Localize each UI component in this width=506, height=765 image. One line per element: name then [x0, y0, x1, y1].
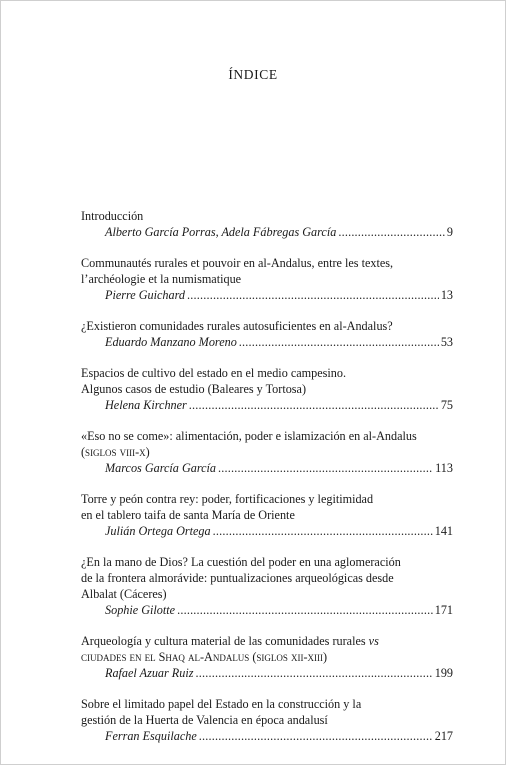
entry-title: ¿Existieron comunidades rurales autosuficientes en al-Andalus?	[81, 319, 393, 333]
entry-author: Julián Ortega Ortega	[105, 524, 211, 538]
entry-title: Albalat (Cáceres)	[81, 587, 167, 601]
toc-entry	[81, 696, 453, 744]
entry-author-line	[81, 460, 453, 476]
entry-author: Eduardo Manzano Moreno	[105, 335, 237, 349]
entry-title: Espacios de cultivo del estado en el medio campesino.	[81, 366, 347, 380]
dot-leader	[177, 602, 433, 618]
entry-author: Rafael Azuar Ruiz	[105, 666, 194, 680]
entry-page-number: 141	[434, 524, 453, 538]
toc-entry	[81, 554, 453, 618]
entry-title: Algunos casos de estudio (Baleares y Tortosa)	[81, 382, 307, 396]
entry-author-line	[81, 224, 453, 240]
entry-page-number: 217	[434, 729, 453, 743]
entry-page-number: 9	[446, 225, 453, 239]
entry-author-line	[81, 665, 453, 681]
dot-leader	[218, 460, 433, 476]
dot-leader	[199, 728, 433, 744]
entry-author-line	[81, 523, 453, 539]
table-of-contents	[81, 208, 453, 759]
dot-leader	[213, 523, 433, 539]
dot-leader	[187, 287, 439, 303]
entry-page-number: 75	[440, 398, 453, 412]
entry-title: Sobre el limitado papel del Estado en la construcción y la	[81, 697, 362, 711]
entry-title: «Eso no se come»: alimentación, poder e islamización en al-Andalus	[81, 429, 417, 443]
entry-page-number: 53	[440, 335, 453, 349]
toc-entry	[81, 255, 453, 303]
entry-page-number: 113	[435, 461, 453, 475]
entry-title: Communautés rurales et pouvoir en al-Andalus, entre les textes,	[81, 256, 394, 270]
entry-page-number: 171	[434, 603, 453, 617]
entry-author: Pierre Guichard	[105, 288, 185, 302]
entry-page-number: 199	[434, 666, 453, 680]
entry-title: de la frontera almorávide: puntualizaciones arqueológicas desde	[81, 571, 394, 585]
entry-author-line	[81, 287, 453, 303]
entry-author-line	[81, 728, 453, 744]
index-heading: ÍNDICE	[228, 67, 278, 82]
toc-entry	[81, 633, 453, 681]
entry-title: gestión de la Huerta de Valencia en época andalusí	[81, 713, 328, 727]
entry-title: Torre y peón contra rey: poder, fortificaciones y legitimidad	[81, 492, 374, 506]
entry-title: (siglos viii-x)	[81, 445, 150, 459]
entry-title: ciudades en el Shaq al-Andalus (siglos xii-xiii)	[81, 650, 328, 664]
dot-leader	[239, 334, 439, 350]
dot-leader	[338, 224, 445, 240]
entry-author: Sophie Gilotte	[105, 603, 176, 617]
toc-entry	[81, 208, 453, 240]
entry-title: Introducción	[81, 209, 144, 223]
entry-author-line	[81, 397, 453, 413]
toc-entry	[81, 491, 453, 539]
entry-author-line	[81, 602, 453, 618]
entry-title: ¿En la mano de Dios? La cuestión del poder en una aglomeración	[81, 555, 401, 569]
dot-leader	[195, 665, 432, 681]
entry-author: Ferran Esquilache	[105, 729, 197, 743]
entry-author: Helena Kirchner	[105, 398, 187, 412]
entry-author: Marcos García García	[105, 461, 217, 475]
entry-author: Alberto García Porras, Adela Fábregas García	[105, 225, 337, 239]
dot-leader	[189, 397, 439, 413]
entry-title: l’archéologie et la numismatique	[81, 272, 242, 286]
entry-author-line	[81, 334, 453, 350]
entry-title: Arqueología y cultura material de las comunidades rurales vs	[81, 634, 379, 648]
toc-entry	[81, 318, 453, 350]
toc-entry	[81, 428, 453, 476]
entry-page-number: 13	[440, 288, 453, 302]
toc-entry	[81, 365, 453, 413]
entry-title: en el tablero taifa de santa María de Oriente	[81, 508, 295, 522]
